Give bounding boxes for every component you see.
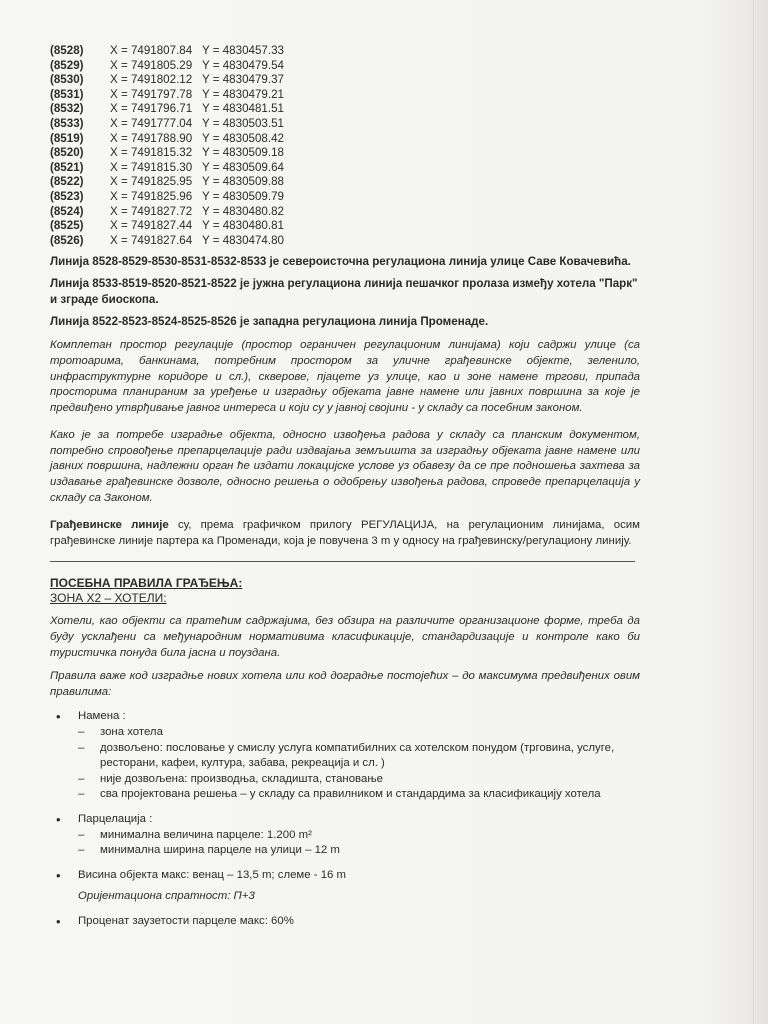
section-title: ПОСЕБНА ПРАВИЛА ГРАЂЕЊА: — [50, 576, 243, 591]
coord-x: X = 7491825.96 — [110, 189, 193, 203]
coordinate-list — [50, 44, 640, 248]
list-item-procenat: • Проценат заузетости парцеле макс: 60% — [50, 914, 640, 930]
point-id: (8533) — [50, 116, 84, 130]
rules-list — [50, 709, 640, 883]
coord-y: Y = 4830508.42 — [202, 131, 284, 145]
paragraph-hotels-intro: Хотели, као објекти са пратећим садржајима, без обзира на различите организационе форме, треба да буду усклађени са међународним нормативима класификације, стандардизације и контроле како би туристичка понуда била јасна и поуздана. — [50, 615, 640, 659]
coord-y: Y = 4830479.37 — [202, 73, 284, 87]
sub-item: – минимална ширина парцеле на улици – 12 m — [78, 843, 640, 859]
coord-y: Y = 4830481.51 — [202, 102, 284, 116]
coord-x: X = 7491797.78 — [110, 87, 193, 101]
sub-item: – дозвољено: пословање у смислу услуга компатибилних са хотелском понудом (трговина, услуге, ресторани, кафеи, култура, забава, рекреација и сл. ) — [78, 741, 640, 772]
coord-x: X = 7491777.04 — [110, 116, 193, 130]
orientation-floors: Оријентациона спратност: П+3 — [78, 890, 255, 903]
paragraph-reparcelation: Како је за потребе изградње објекта, односно извођења радова у складу са планским документом, потребно спровођење препарцелације ради издвајања земљишта за изградњу објеката јавне намене или јавних површина, надлежни орган ће издати локацијске услове уз обавезу да се пре подношења захтева за издавање грађевинске дозволе, односно решења о одобрењу извођења радова, спроведе препарцелација у складу са Законом. — [50, 429, 640, 504]
point-id: (8525) — [50, 219, 84, 233]
point-id: (8529) — [50, 58, 84, 72]
coordinate-row — [50, 219, 640, 234]
point-id: (8521) — [50, 160, 84, 174]
point-id: (8530) — [50, 73, 84, 87]
coordinate-row — [50, 161, 640, 176]
coordinate-row — [50, 146, 640, 161]
coord-x: X = 7491815.30 — [110, 160, 193, 174]
coord-y: Y = 4830457.33 — [202, 44, 284, 57]
coord-x: X = 7491827.44 — [110, 219, 193, 233]
section-divider — [50, 561, 635, 562]
sub-item: – минимална величина парцеле: 1.200 m² — [78, 828, 640, 844]
point-id: (8520) — [50, 146, 84, 160]
point-id: (8522) — [50, 175, 84, 189]
coord-y: Y = 4830509.88 — [202, 175, 284, 189]
coordinate-row — [50, 175, 640, 190]
coordinate-row — [50, 132, 640, 147]
parcelacija-label: Парцелација : — [78, 812, 153, 825]
sub-item: – сва пројектована решења – у складу са правилником и стандардима за класификацију хотела — [78, 787, 640, 803]
regulation-line-2: Линија 8533-8519-8520-8521-8522 је јужна регулациона линија пешачког пролаза између хотела "Парк" и зграде биоскопа. — [50, 277, 638, 307]
point-id: (8523) — [50, 189, 84, 203]
coord-x: X = 7491788.90 — [110, 131, 193, 145]
coordinate-row — [50, 44, 640, 59]
building-lines-text: су, према графичком прилогу РЕГУЛАЦИЈА, на регулационим линијама, осим грађевинске линије партера ка Променади, која је повучена 3 m у односу на грађевинску/регулациону линију. — [50, 519, 640, 547]
paragraph-rules-intro: Правила важе код изградње нових хотела или код доградње постојећих – до максимума предвиђених овим правилима: — [50, 670, 640, 698]
paragraph-regulation-space: Комплетан простор регулације (простор ограничен регулационим линијама) који садржи улице (са тротоарима, банкинама, потребним простором за уличне грађевинске објекте, зеленило, инфраструктурне коридоре и сл.), скверове, пјацете уз улице, као и зоне намене тргови, припада просторима планираним за уређење и изградњу објеката јавне намене или јавних површина за које је предвиђено утврђивање јавног интереса и који су у јавној својини - у складу са посебним законом. — [50, 339, 640, 414]
coord-y: Y = 4830480.82 — [202, 204, 284, 218]
coordinate-row — [50, 234, 640, 249]
point-id: (8526) — [50, 233, 84, 247]
point-id: (8532) — [50, 102, 84, 116]
coord-y: Y = 4830480.81 — [202, 219, 284, 233]
rules-list-2 — [50, 914, 640, 930]
coord-x: X = 7491827.72 — [110, 204, 193, 218]
parcelacija-sublist — [78, 828, 640, 859]
coord-x: X = 7491802.12 — [110, 73, 193, 87]
page-edge — [753, 0, 754, 1024]
coord-y: Y = 4830509.18 — [202, 146, 284, 160]
coord-y: Y = 4830479.21 — [202, 87, 284, 101]
coord-y: Y = 4830474.80 — [202, 233, 284, 247]
coord-x: X = 7491796.71 — [110, 102, 193, 116]
coordinate-row — [50, 88, 640, 103]
coordinate-row — [50, 190, 640, 205]
point-id: (8528) — [50, 44, 84, 57]
coord-y: Y = 4830509.64 — [202, 160, 284, 174]
coord-x: X = 7491815.32 — [110, 146, 193, 160]
sub-item: – није дозвољена: производња, складишта, становање — [78, 772, 640, 788]
namena-sublist — [78, 725, 640, 803]
coord-y: Y = 4830479.54 — [202, 58, 284, 72]
sub-item: – зона хотела — [78, 725, 640, 741]
list-item-namena — [50, 709, 640, 803]
coordinate-row — [50, 117, 640, 132]
coordinate-row — [50, 73, 640, 88]
list-item-visina: • Висина објекта макс: венац – 13,5 m; слеме - 16 m — [50, 868, 640, 884]
point-id: (8524) — [50, 204, 84, 218]
coord-x: X = 7491825.95 — [110, 175, 193, 189]
regulation-line-1: Линија 8528-8529-8530-8531-8532-8533 је североисточна регулациона линија улице Саве Ковачевића. — [50, 255, 631, 269]
coord-y: Y = 4830509.79 — [202, 189, 284, 203]
point-id: (8519) — [50, 131, 84, 145]
coordinate-row — [50, 59, 640, 74]
coord-x: X = 7491805.29 — [110, 58, 193, 72]
coordinate-row — [50, 102, 640, 117]
building-lines-lead: Грађевинске линије — [50, 519, 169, 532]
coord-x: X = 7491807.84 — [110, 44, 193, 57]
namena-label: Намена : — [78, 710, 126, 723]
zone-title: ЗОНА Х2 – ХОТЕЛИ: — [50, 591, 167, 606]
document-content — [50, 44, 640, 930]
point-id: (8531) — [50, 87, 84, 101]
coord-x: X = 7491827.64 — [110, 233, 193, 247]
paragraph-building-lines — [50, 518, 640, 549]
regulation-line-3: Линија 8522-8523-8524-8525-8526 је западна регулациона линија Променаде. — [50, 315, 489, 329]
coordinate-row — [50, 205, 640, 220]
coord-y: Y = 4830503.51 — [202, 116, 284, 130]
list-item-parcelacija — [50, 812, 640, 859]
